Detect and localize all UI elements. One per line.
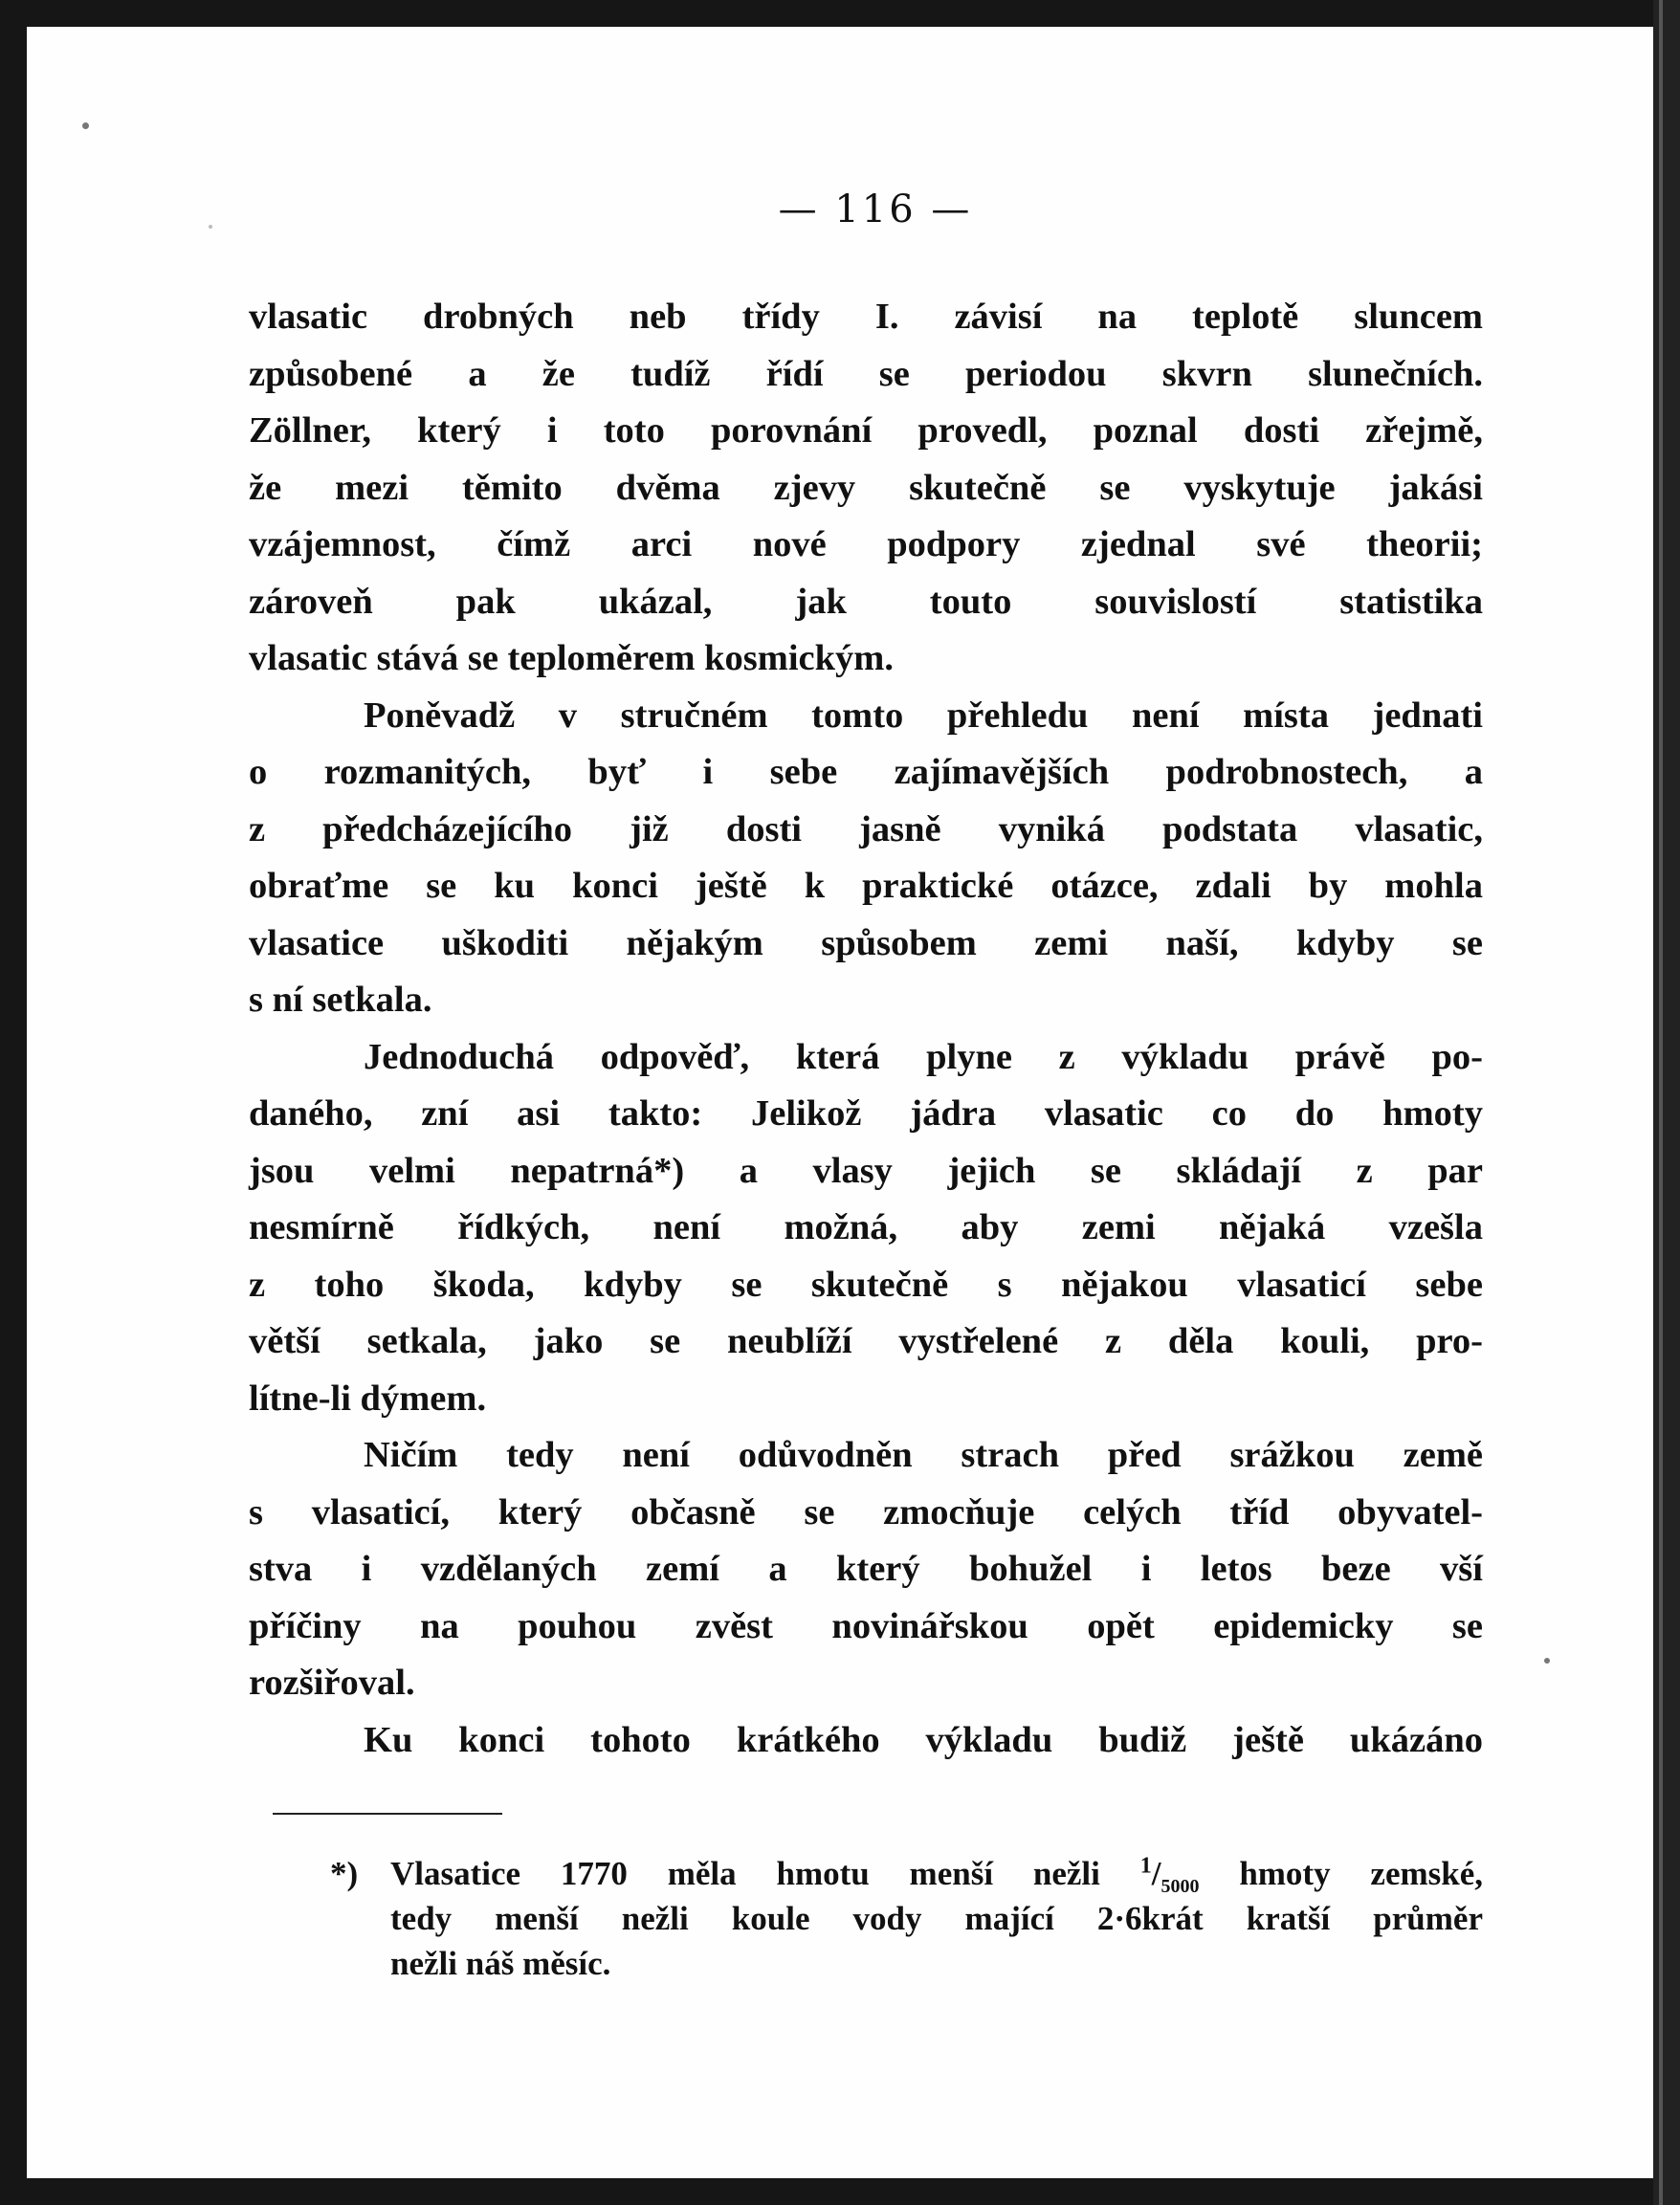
text-line: s vlasaticí, který občasně se zmocňuje celých tříd obyvatel- [249,1491,1483,1532]
text-line: lítne-li dýmem. [249,1378,487,1419]
text-line: způsobené a že tudíž řídí se periodou skvrn slunečních. [249,353,1483,394]
footnote-text: hmoty zemské, [1239,1855,1484,1892]
text-line: větší setkala, jako se neublíží vystřelené z děla kouli, pro- [249,1321,1483,1361]
footnote-line: Vlasatice 1770 měla hmotu menší nežli $^1/_{5000}$ hmoty zemské, [390,1853,1484,1897]
text-line: rozšiřoval. [249,1663,415,1703]
text-line: Jednoduchá odpověď, která plyne z výkladu právě po- [364,1036,1483,1077]
footnote [330,1851,1484,1986]
text-line: s ní setkala. [249,980,432,1020]
text-line: z toho škoda, kdyby se skutečně s nějakou vlasaticí sebe [249,1264,1483,1305]
footnote-text: Vlasatice 1770 měla hmotu menší nežli [390,1855,1100,1892]
text-line: příčiny na pouhou zvěst novinářskou opět epidemicky se [249,1605,1483,1646]
text-line: Ničím tedy není odůvodněn strach před srážkou země [364,1435,1483,1475]
footnote-line: tedy menší nežli koule vody mající 2·6krát kratší průměr [390,1900,1483,1937]
body-text [249,289,1483,1769]
text-line: obraťme se ku konci ještě k praktické otázce, zdali by mohla [249,866,1483,906]
text-line: daného, zní asi takto: Jelikož jádra vlasatic co do hmoty [249,1093,1483,1134]
text-line: nesmírně řídkých, není možná, aby zemi nějaká vzešla [249,1207,1483,1247]
fraction-numerator: 1 [1139,1853,1152,1879]
text-line: vlasatic drobných neb třídy I. závisí na teplotě sluncem [249,297,1483,337]
text-line: Poněvadž v stručném tomto přehledu není místa jednati [364,695,1483,736]
text-line: Ku konci tohoto krátkého výkladu budiž ještě ukázáno [364,1719,1483,1760]
dust-speck [1544,1658,1550,1664]
footnote-marker: *) [330,1855,359,1892]
text-line: zároveň pak ukázal, jak touto souvislostí statistika [249,581,1483,622]
text-line: jsou velmi nepatrná*) a vlasy jejich se skládají z par [249,1150,1483,1191]
footnote-rule [273,1813,502,1815]
dust-speck [82,122,89,129]
text-line: že mezi těmito dvěma zjevy skutečně se vyskytuje jakási [249,467,1483,508]
text-line: vlasatic stává se teploměrem kosmickým. [249,638,894,678]
text-line: vzájemnost, čímž arci nové podpory zjednal své theorii; [249,524,1483,564]
page-number: — 116 — [778,187,973,232]
text-line: vlasatice uškoditi nějakým spůsobem zemi naší, kdyby se [249,922,1483,963]
footnote-line: nežli náš měsíc. [390,1945,611,1982]
text-line: stva i vzdělaných zemí a který bohužel i letos beze vší [249,1549,1483,1589]
text-line: z předcházejícího již dosti jasně vyniká podstata vlasatic, [249,808,1483,849]
text-line: Zöllner, který i toto porovnání provedl, poznal dosti zřejmě, [249,410,1483,451]
fraction-denominator: 5000 [1161,1876,1200,1897]
text-line: o rozmanitých, byť i sebe zajímavějších podrobnostech, a [249,752,1483,792]
scan-border [1653,0,1680,2205]
